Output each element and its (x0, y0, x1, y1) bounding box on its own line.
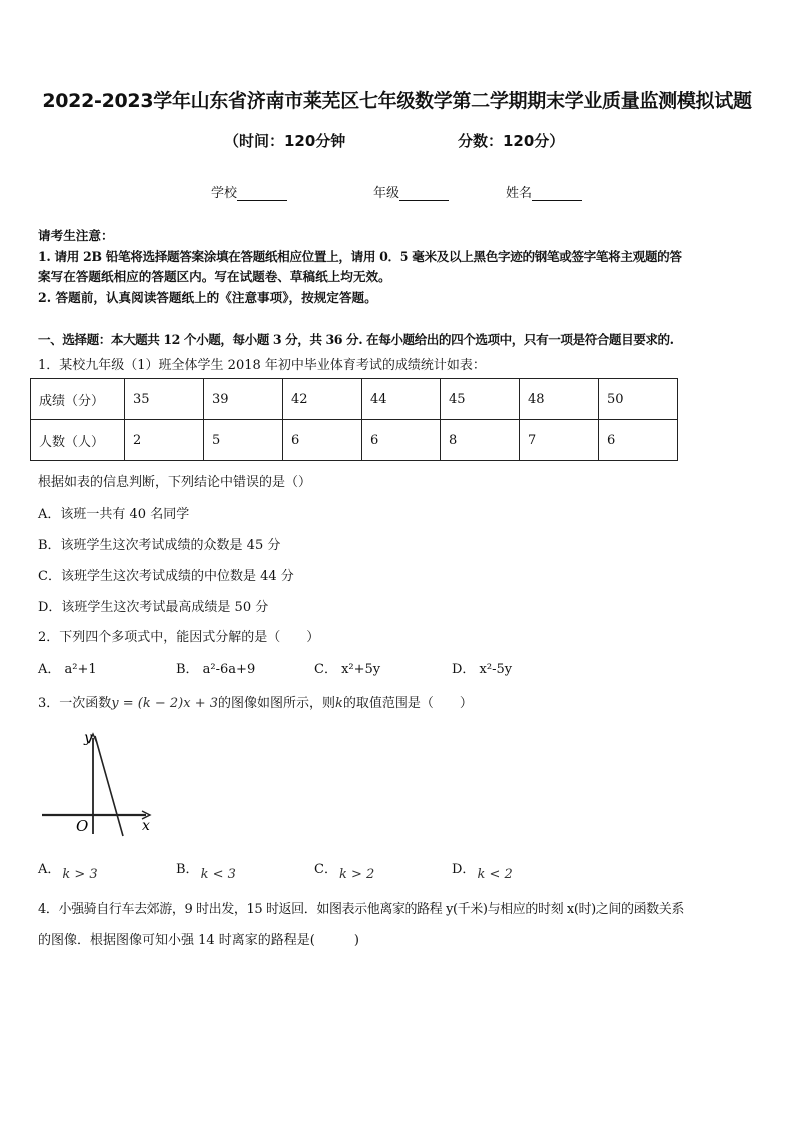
q2-option-a: A． a²+1 (38, 662, 97, 677)
school-label: 学校 (211, 186, 238, 201)
q3-formula: y = (k − 2)x + 3 (111, 696, 218, 711)
q3-option-a-math: k > 3 (62, 867, 98, 882)
q2-option-b: B． a²-6a+9 (176, 662, 256, 677)
q1-option-d: D．该班学生这次考试最高成绩是 50 分 (38, 600, 269, 615)
origin-label: O (76, 817, 89, 835)
score-table (30, 378, 678, 461)
table-cell: 45 (441, 379, 520, 420)
q4-line2: 的图像．根据图像可知小强 14 时离家的路程是( ) (38, 933, 359, 948)
table-cell: 48 (520, 379, 599, 420)
table-cell: 成绩（分） (31, 379, 125, 420)
q3-stem (38, 692, 473, 711)
q3-option-c-label: C． (314, 862, 337, 877)
q3-option-a (38, 858, 98, 882)
table-cell: 35 (125, 379, 204, 420)
notice-item1-line1: 1. 请用 2B 铅笔将选择题答案涂填在答题纸相应位置上，请用 0．5 毫米及以上黑色字迹的钢笔或签字笔将主观题的答 (38, 249, 682, 264)
function-line (95, 736, 123, 836)
time-label: （时间：120分钟 (224, 132, 346, 150)
q3-option-b (176, 858, 236, 882)
name-label: 姓名 (506, 186, 533, 201)
school-blank (237, 186, 287, 201)
q1-option-b: B．该班学生这次考试成绩的众数是 45 分 (38, 538, 281, 553)
table-cell: 2 (125, 420, 204, 461)
table-cell: 42 (283, 379, 362, 420)
q1-option-c: C．该班学生这次考试成绩的中位数是 44 分 (38, 569, 294, 584)
q2-stem: 2．下列四个多项式中，能因式分解的是（ ） (38, 630, 320, 645)
table-cell: 7 (520, 420, 599, 461)
table-cell: 8 (441, 420, 520, 461)
table-cell: 人数（人） (31, 420, 125, 461)
q4-line1: 4．小强骑自行车去郊游，9 时出发，15 时返回．如图表示他离家的路程 y(千米)与相应的时刻 x(时)之间的函数关系 (38, 902, 684, 917)
notice-item1-line2: 案写在答题纸相应的答题区内。写在试题卷、草稿纸上均无效。 (38, 269, 391, 284)
school-field (211, 182, 287, 201)
q2-option-d: D． x²-5y (452, 662, 513, 677)
q3-option-c-math: k > 2 (338, 867, 375, 882)
table-cell: 6 (362, 420, 441, 461)
q2-option-c: C． x²+5y (314, 662, 381, 677)
q3-option-b-math: k < 3 (200, 867, 236, 882)
table-row (31, 379, 678, 420)
page-title: 2022-2023学年山东省济南市莱芜区七年级数学第二学期期末学业质量监测模拟试题 (42, 90, 752, 112)
notice-item2: 2. 答题前，认真阅读答题纸上的《注意事项》，按规定答题。 (38, 290, 377, 305)
table-cell: 44 (362, 379, 441, 420)
q3-option-d (452, 858, 513, 882)
x-axis-label: x (142, 818, 150, 834)
table-cell: 6 (283, 420, 362, 461)
score-label: 分数：120分） (458, 132, 565, 150)
q1-question: 根据如表的信息判断，下列结论中错误的是（） (38, 475, 312, 490)
q3-option-d-label: D． (452, 862, 476, 877)
notice-heading: 请考生注意： (38, 228, 114, 243)
table-cell: 6 (599, 420, 678, 461)
section1-heading: 一、选择题：本大题共 12 个小题，每小题 3 分，共 36 分. 在每小题给出的四个选项中，只有一项是符合题目要求的. (38, 332, 674, 347)
q3-stem-pre: 3．一次函数 (38, 696, 112, 711)
q3-graph (38, 726, 168, 838)
table-cell: 50 (599, 379, 678, 420)
y-axis-label: y (84, 730, 92, 746)
q3-option-c (314, 858, 375, 882)
name-blank (532, 186, 582, 201)
q1-stem: 1．某校九年级（1）班全体学生 2018 年初中毕业体育考试的成绩统计如表： (38, 358, 486, 373)
grade-field (373, 182, 449, 201)
grade-blank (399, 186, 449, 201)
q3-option-d-math: k < 2 (477, 867, 513, 882)
q3-stem-post: 的取值范围是（ ） (342, 696, 473, 711)
q3-option-b-label: B． (176, 862, 199, 877)
q3-k: k (335, 696, 343, 711)
q3-stem-mid: 的图像如图所示，则 (218, 696, 336, 711)
table-cell: 5 (204, 420, 283, 461)
table-cell: 39 (204, 379, 283, 420)
q1-option-a: A．该班一共有 40 名同学 (38, 507, 190, 522)
grade-label: 年级 (373, 186, 400, 201)
q3-option-a-label: A． (38, 862, 61, 877)
table-row (31, 420, 678, 461)
name-field (506, 182, 582, 201)
